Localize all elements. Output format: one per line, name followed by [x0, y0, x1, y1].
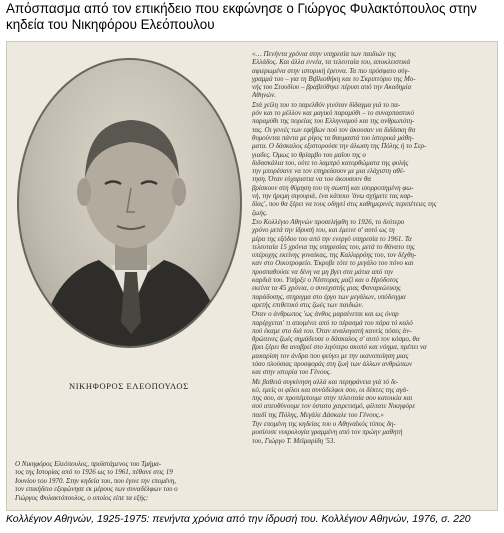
- intro-text: Ο Νικηφόρος Ελεόπουλος, προϊστάμενος του Τμήμα- τος της Ιστορίας από το 1926 ως το 1961, πέθανε στις 19 Ιουνίου του 1970. Στην κηδεία του, που έγινε την επομένη, τον επικήδειο εξεφώνησε εκ μέρους των συναδέλφων του ο Γιώργος Φυλακτόπουλος, ο οποίος είπε τα εξής:: [15, 460, 178, 502]
- eulogy-paragraph: Με βαθειά συγκίνηση αλλά και περηφάνεια γιά τό δι- κό, εμείς οι φίλοι και συνάδελφοι σου, οι δέκτες της αγά- πης σου, σε προπέμπουμε στην τελευταία σου κατοικία και σού απευθύνουμε τον ύστατο χαιρετισμό, φίλτατε Νικηφόρε παιδί της Πόλης, Μεγάλε Δάσκαλε του Γένους.»: [252, 377, 416, 419]
- eulogy-paragraph: «… Πενήντα χρόνια στην υπηρεσία των παιδιών της Ελλάδος. Και άλλα εννέα, τα τελευταία του, αποκλειστικά αφιερωμένα στην ιστορική έρευνα. Τα πιο πρόσφατο σύγ- γραμμά του – για τη Βιβλιοθήκη και το Σκριπτόριο της Μο- νής του Στουδίου – βραβεύθηκε πέρυσι από την Ακαδημία Αθηνών.: [252, 50, 416, 100]
- portrait-illustration: [19, 60, 242, 348]
- source-caption: Κολλέγιον Αθηνών, 1925-1975: πενήντα χρόνια από την ίδρυσή του. Κολλέγιον Αθηνών, 1976, σ. 220: [6, 514, 471, 525]
- portrait-caption: ΝΙΚΗΦΟΡΟΣ ΕΛΕΟΠΟΥΛΟΣ: [69, 381, 189, 391]
- oval-photo: [17, 58, 242, 348]
- eulogy-paragraph: Την επομένη της κηδείας του ο Αθηναϊκός τύπος δη- μοσίευσε νεκρολογία γραμμένη από τον πρώην μαθητή του, Γιώργο Τ. Μεϊμαρίδη '53.: [252, 420, 403, 445]
- eulogy-text: [252, 50, 492, 446]
- eulogy-paragraph: Στο Κολλέγιο Αθηνών προσελήφθη το 1926, το δεύτερο χρόνο μετά την ίδρυσή του, και έμεινε σ' αυτό ως τη μέρα της εξόδου του από την ενεργό υπηρεσία το 1961. Τα τελευταία 15 χρόνια της υπηρεσίας του, μετά το θάνατο της υπέροχης εκείνης γυναίκας, της Καλλιρρόης του, τον δέχθη- καν στο Οικοτροφείο. Έκρυβε τότε το μεγάλο του πόνο και προσπαθούσε να δίνη να μη βγει στα μάτια από την καρδιά του. Υπήρξε ο Νέστορας μαζί και ο Ηρόδοτος εκείνα τα 45 χρόνια, ο συνεχιστής μιας Φαναριώτικης παράδοσης, στηριγμα στο έργο των μεγάλων, υπόδειγμα αρετής επιθετικό στις ζωές των παιδιών.: [252, 217, 417, 309]
- scanned-page: [6, 41, 498, 511]
- eulogy-paragraph: Όταν ο άνθρωπος 'ως άνθος μαραίνεται και ως όναρ παρέρχεται' τι απομένει από το πέρασμά του πάρα τό καλό πού έκαμε στο διά του. Όταν αναλογιστή κανείς πόσες άν- θρώπινες ζωές σημάδευσε ο δάσκαλος σ' αυτό τον κόσμο, θα βρει ξέρει θα αναβρεί στο λιγότερο σκοπό και νόημα, πρέπει να μακαρίση τον άνδρα που φεύγει με την ικανοποίηση μιας τόσο πλούσιας προσφοράς στη ζωή των άλλων ανθρώπων και στην ιστορία του Γένους.: [252, 310, 427, 377]
- portrait: [17, 58, 242, 348]
- page-title: Απόσπασμα από τον επικήδειο που εκφώνησε ο Γιώργος Φυλακτόπουλος στην κηδεία του Νικηφόρου Ελεόπουλου: [6, 1, 477, 32]
- eulogy-paragraph: Στά χείλη του το παρελθόν γινόταν δίδαγμα γιά το πα- ρόν και το μέλλον και μαγικό παραμύθι – το συναρπαστικό παραμύθι της πορείας του Ελληνισμού και της ανθρωπότη- τας. Οι γενιές των εφήβων πού τον άκουσαν να διδάσκη θα θυμούνται πάντα με ρίγος τα θαυμαστά του ίστορικά μάθη- ματα. Ο δάσκαλος εξιστορούσε την άλωση της Πόλης ή το Σερ- γιαδες. Όμως το θρίαμβο του μαΐου της ο διδασκάλια του, ούτε το λαμπρό κατορθώματα της φυλής την μπορέσανε να τον επηρεάσουν με μια ελάχιστη αθέ- τηση. Όταν εύχαριστια να του άκουσουν θα βρίσκουν στη θύμηση του τη σωστή και ισορροπημένη φω- νή, την ήρεμη σιγουριά, ένα κάποιο 'άνω σχήμετε τας καρ- δίας', που θα ξέρει να τους οδηγεί στις καθημερινές περιπέτειες της ζωής.: [252, 100, 437, 217]
